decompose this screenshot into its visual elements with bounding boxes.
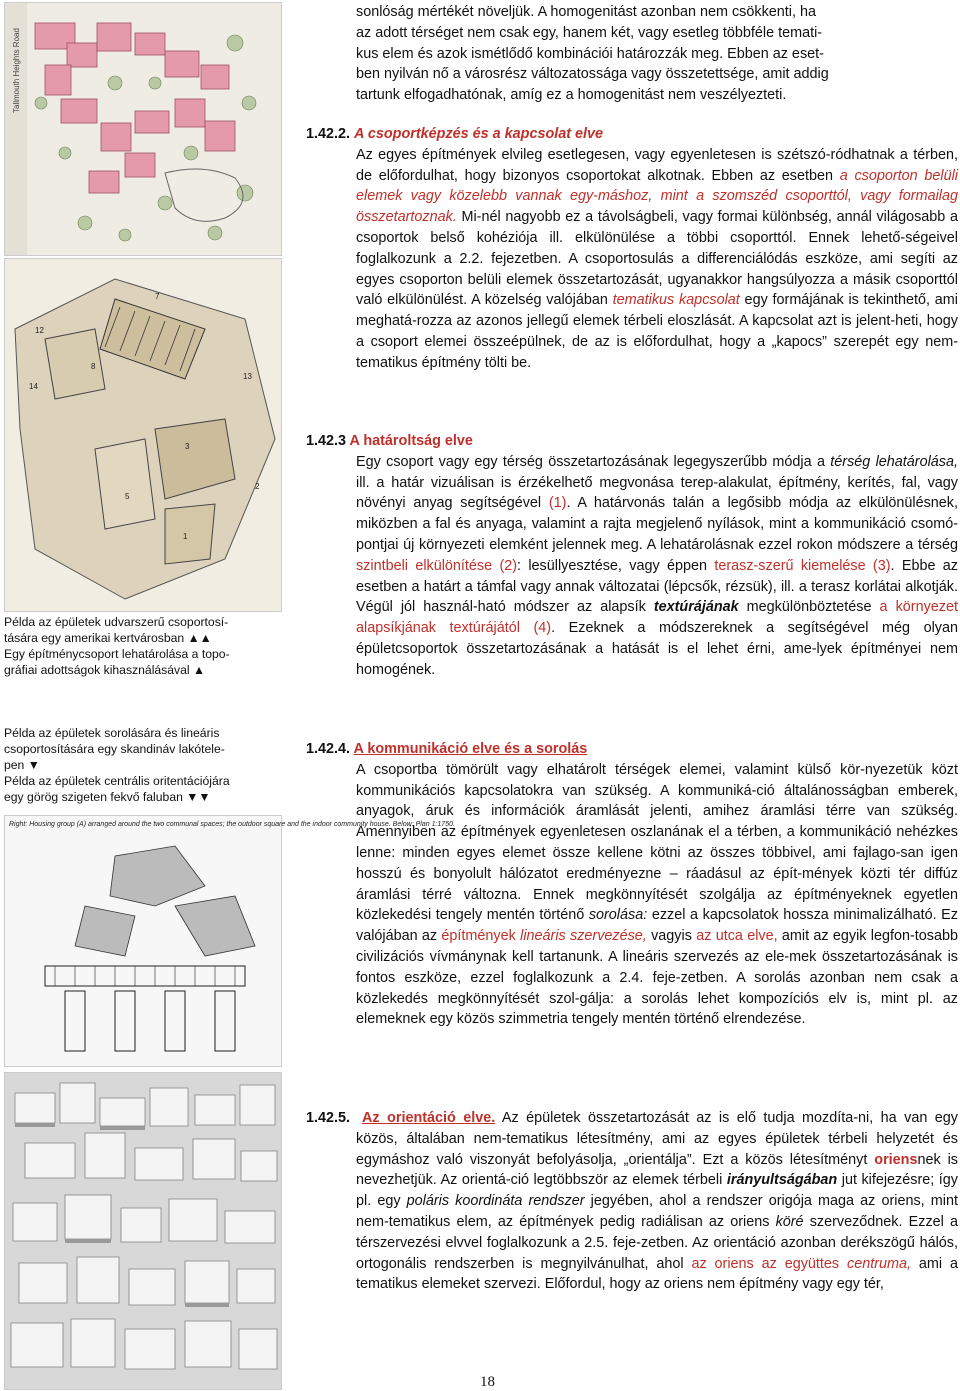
section-body <box>356 452 958 681</box>
bold-italic-run: textúrájának <box>653 599 739 616</box>
intro-paragraph <box>306 2 958 106</box>
text-run: Mi-nél nagyobb ez a távolságbeli, vagy formai különbség, annál világosabb a csoportok belső kohéziója ill. elkülönülése a többi csoporttól. Ennek lehető-ségeivel foglalkozunk a 2.2. fejezetben. A csoportosulás a differenciálódás eszköze, ami segíti az egyes csoporton belüli elemek összetartozását, ugyanakkor hangsúlyozza a másik csoporttól való elkülönülést. A közelség valójában <box>356 209 958 309</box>
road-label: Tallmouth Heights Road <box>12 28 21 113</box>
section-number: 1.42.4. <box>306 741 351 757</box>
acropolis-label-5: 5 <box>125 492 130 501</box>
section-title: A kommunikáció elve és a sorolás <box>353 741 588 757</box>
figure-garden-city-plan <box>4 2 282 256</box>
section-body <box>356 760 958 1030</box>
highlight-run: terasz-szerű kiemelése (3) <box>714 557 891 574</box>
section-1-42-3 <box>306 431 958 681</box>
intro-line: kus elem és azok ismétlődő kombinációi határozzák meg. Ebben az eset- <box>356 45 824 62</box>
section-1-42-2 <box>306 124 958 374</box>
text-run: ezzel a kapcsolatok hossza minimalizálható. Ez valójában az <box>356 907 958 945</box>
acropolis-label-1: 1 <box>183 532 188 541</box>
housing-note: Right: Housing group (A) arranged around the two communal spaces; the outdoor square and the indoor community house. Below: Plan 1:1750. <box>9 821 455 828</box>
text-run: . Ebbe az esetben a határt a támfal vagy annak változatai (lépcsők, rézsük), ill. a terasz korlátai alkotják. Végül jól használ-ható módszer az alapsík <box>356 557 958 616</box>
text-run: ill. a határ vizuálisan is érzékelhető megvonása terep-alakulat, építmény, kerítés, fal, vagy növényi anyag segítségével <box>356 474 958 512</box>
highlight-run: szintbeli elkülönítése (2) <box>356 557 518 574</box>
caption-1 <box>4 614 280 678</box>
highlight-run: az oriens az együttes <box>691 1255 848 1272</box>
bold-italic-run: irányultságában <box>726 1172 838 1189</box>
intro-line: az adott térséget nem csak egy, hanem két, vagy esetleg többféle temati- <box>356 24 823 41</box>
caption-2-line: egy görög szigeten fekvő faluban ▼▼ <box>4 790 211 804</box>
figure-acropolis-drawing <box>4 258 282 612</box>
acropolis-label-12: 12 <box>35 326 44 335</box>
section-title: A határoltság elve <box>349 433 473 449</box>
section-number: 1.42.3 <box>306 433 347 449</box>
caption-1-line: Példa az épületek udvarszerű csoportosí- <box>4 615 229 629</box>
text-run: jut kifejezésre; így pl. egy <box>356 1172 958 1210</box>
highlight-run: (1) <box>548 495 567 512</box>
page-number: 18 <box>480 1374 495 1390</box>
text-run: A csoportba tömörült vagy elhatárolt térségek elemei, valamint külső kör-nyezetük közt kommunikációs kapcsolatokra van szükség. A kommuniká-ció általánosságban emberek, anyagok, áruk és információk áramlását jelenti, amihez áramlási térre van szükség. Amennyiben az építmények egyenletesen oszlanának el a térben, a kommunikáció nehézkes lenne: minden egyes elemet össze kellene kötni az összes többivel, ami fajlago-san igen hosszú és bonyolult hálózatot eredményezne – ráadásul az épít-mények közti tér diffúz áramlási térré változna. Ennek megkönnyítését szolgálja az építményeknek egyetlen közlekedési tengely mentén történő <box>356 761 958 924</box>
section-body <box>306 1108 958 1295</box>
highlight-run: az utca elve, <box>696 928 778 945</box>
intro-line: sonlóság mértékét növeljük. A homogenitást azonban nem csökkenti, ha <box>356 4 816 20</box>
highlight-run: a csoporton belüli elemek vagy közelebb vannak egy-máshoz, mint a szomszéd csoporttól, vagy formailag összetartoznak. <box>356 167 958 226</box>
caption-2-line: pen ▼ <box>4 758 40 772</box>
intro-line: tartunk elfogadhatónak, amíg ez a homogenitást nem veszélyezteti. <box>356 87 787 104</box>
section-heading <box>306 739 958 760</box>
section-1-42-4 <box>306 739 958 1030</box>
section-title: A csoportképzés és a kapcsolat elve <box>354 126 604 142</box>
section-heading <box>306 431 958 452</box>
italic-run: poláris koordináta rendszer <box>406 1193 585 1210</box>
bold-run: oriens <box>874 1151 918 1168</box>
caption-1-line: gráfiai adottságok kihasználásával ▲ <box>4 663 206 677</box>
text-run: amit az egyik legfon-tosabb civilizációs vívmánynak kell tartanunk. A lineáris szervezés az ele-mek összetartozásának is fontos eszköze, ezzel foglalkozunk a 2.4. feje-zetben. A sorolás azonban nem csak a közlekedés megkönnyítését szol-gálja: a sorolás lehet kompozíciós elv is, mint pl. az elemeknek egy közös szimmetria tengely mentén történő elrendezése. <box>356 928 959 1028</box>
highlight-run: építmények <box>441 928 521 945</box>
acropolis-label-3: 3 <box>185 442 190 451</box>
highlight-run: tematikus kapcsolat <box>612 292 740 309</box>
italic-run: térség lehatárolása, <box>830 453 959 470</box>
caption-2-line: csoportosítására egy skandináv lakótele- <box>4 742 225 756</box>
text-run: szerveződnek. Ezzel a térszervezési elvvel foglalkozunk a 2.5. feje-zetben. Az orientáció azonban derékszögű hálós, ortogonális rendszerben is megnyilvánulhat, ahol <box>356 1213 958 1272</box>
highlight-run: lineáris szervezése, <box>520 928 647 945</box>
italic-run: köré <box>775 1213 804 1230</box>
figure-scandinavian-housing <box>4 815 455 1067</box>
text-run: Egy csoport vagy egy térség összetartozásának legegyszerűbb módja a <box>356 453 831 470</box>
caption-1-line: Egy építménycsoport lehatárolása a topo- <box>4 647 230 661</box>
section-body <box>356 145 958 374</box>
text-run: megkülönböztetése <box>738 599 880 616</box>
acropolis-label-14: 14 <box>29 382 38 391</box>
acropolis-label-8: 8 <box>91 362 96 371</box>
text-run: vagyis <box>646 928 697 945</box>
highlight-run: a környezet alapsíkjának textúrájától (4) <box>356 599 958 637</box>
text-run: nek is nevezhetjük. Az orientá-ció legtöbbször az elemek térbeli <box>356 1151 958 1189</box>
text-run: jegyében, ahol a rendszer origója maga az oriens, mint nem-tematikus elem, az építmények pedig radiálisan az oriens <box>356 1193 958 1230</box>
highlight-run: centruma, <box>847 1255 912 1272</box>
text-run: ami a tematikus elemeket szervezi. Előfordul, hogy az oriens nem építmény vagy egy tér, <box>356 1255 958 1293</box>
section-number: 1.42.2. <box>306 126 351 142</box>
text-run: Az egyes építmények elvileg esetlegesen, vagy egyenletesen is szétszó-ródhatnak a térben, de előfordulhat, hogy bizonyos csoportokat alkotnak. Ebben az esetben <box>356 146 958 184</box>
text-run: . Ezeknek a módszereknek a segítségével még olyan épületcsoportok összetartozásának a hatását is el lehet érni, ame-lyek építményei nem homogének. <box>356 620 958 678</box>
figure-greek-village-photo <box>4 1072 282 1390</box>
acropolis-label-2: 2 <box>255 482 260 491</box>
caption-2 <box>4 725 280 805</box>
text-run: : lesüllyesztése, vagy éppen <box>517 557 715 574</box>
caption-2-line: Példa az épületek centrális oritentációjára <box>4 774 230 788</box>
text-run: Az épületek összetartozását az is elő tudja mozdíta-ni, ha van egy közös, általában nem-tematikus létesítmény, ami az egyes épületek térbeli helyzetét és egymáshoz való viszonyát befolyásolja, „orientálja”. Ezt a közös létesítményt <box>356 1110 958 1168</box>
italic-run: sorolása: <box>588 907 648 924</box>
text-run: egy formájának is tekinthető, ami meghatá-rozza az azonos jellegű elemek térbeli eloszlását. A kapcsolat azt is jelent-heti, hogy a csoport elemei összeépülnek, de az is előfordulhat, hogy a „kapocs” szerepét egy nem-tematikus építmény tölti be. <box>356 292 958 371</box>
text-run: . A határvonás talán a legősibb módja az elkülönülésnek, miközben a fal és anyaga, valamint a rajta megjelenő nyílások, mint a kommunikáció csomó-pontjai új környezeti elemként jelennek meg. A lehatárolásnak ezzel rokon módszere a térség <box>356 495 958 553</box>
acropolis-label-13: 13 <box>243 372 252 381</box>
intro-line: ben nyilván nő a városrész változatossága vagy összetettsége, amit addig <box>356 66 829 83</box>
caption-2-line: Példa az épületek sorolására és lineáris <box>4 726 220 740</box>
section-title: Az orientáció elve. <box>362 1110 496 1126</box>
section-number: 1.42.5. <box>306 1110 351 1126</box>
section-heading <box>306 124 958 145</box>
caption-1-line: tására egy amerikai kertvárosban ▲▲ <box>4 631 212 645</box>
section-1-42-5 <box>306 1108 958 1295</box>
acropolis-label-7: 7 <box>155 292 160 301</box>
